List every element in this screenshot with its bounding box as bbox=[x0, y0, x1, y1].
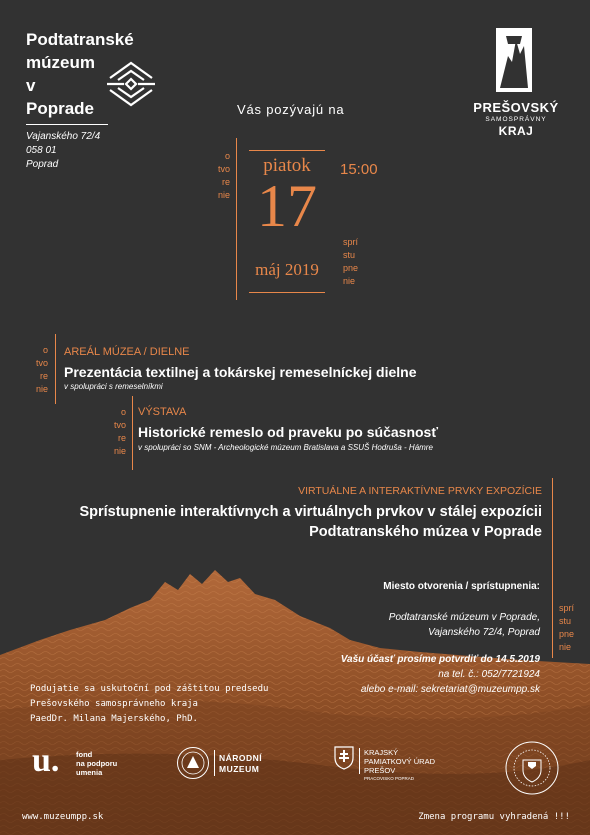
virtual-line bbox=[552, 478, 553, 658]
program-change-note: Zmena programu vyhradená !!! bbox=[418, 812, 570, 822]
event1-line bbox=[55, 334, 56, 404]
syllable: sprí bbox=[559, 603, 575, 613]
virtual-title bbox=[10, 502, 542, 542]
syllable: re bbox=[221, 177, 230, 187]
fond-line: umenia bbox=[76, 768, 103, 777]
syllable: stu bbox=[559, 616, 572, 626]
syllable: nie bbox=[217, 190, 230, 200]
month-year: máj 2019 bbox=[255, 260, 319, 279]
event-time: 15:00 bbox=[340, 161, 378, 178]
museum-name-line: múzeum bbox=[26, 53, 95, 72]
syllable: nie bbox=[35, 384, 48, 394]
syllable: o bbox=[224, 151, 230, 161]
venue-address bbox=[300, 610, 540, 640]
museum-address bbox=[26, 130, 100, 172]
address-divider bbox=[26, 124, 108, 125]
rsvp-email: alebo e-mail: sekretariat@muzeumpp.sk bbox=[360, 684, 540, 695]
event2-category: VÝSTAVA bbox=[138, 406, 187, 418]
virtual-title-line: Sprístupnenie interaktívnych a virtuálnych prvkov v stálej expozícii bbox=[79, 504, 542, 520]
date-bottom-divider bbox=[249, 292, 325, 293]
syllable: tvo bbox=[35, 358, 48, 368]
patronage-line: Prešovského samosprávneho kraja bbox=[30, 699, 198, 709]
syllable: nie bbox=[343, 276, 356, 286]
event2-line bbox=[132, 396, 133, 470]
venue-heading: Miesto otvorenia / sprístupnenia: bbox=[383, 581, 540, 592]
address-line: Vajanského 72/4 bbox=[26, 131, 101, 142]
syllable: sprí bbox=[343, 237, 359, 247]
day-number: 17 bbox=[257, 173, 317, 239]
invite-text: Vás pozývajú na bbox=[237, 102, 345, 117]
syllable: re bbox=[39, 371, 48, 381]
event2-note: v spolupráci so SNM - Archeologické múzeum Bratislava a SSUŠ Hodruša - Hámre bbox=[138, 443, 433, 452]
syllable: nie bbox=[113, 446, 126, 456]
virtual-category: VIRTUÁLNE A INTERAKTÍVNE PRVKY EXPOZÍCIE bbox=[298, 485, 542, 497]
event2-otvorenie bbox=[108, 406, 126, 458]
venue-line: Vajanského 72/4, Poprad bbox=[428, 627, 540, 638]
patronage-line: Podujatie sa uskutoční pod záštitou predsedu bbox=[30, 684, 269, 694]
venue-spristupnenie bbox=[559, 602, 574, 654]
museum-name-line: Poprade bbox=[26, 99, 95, 118]
syllable: re bbox=[117, 433, 126, 443]
region-sub: SAMOSPRÁVNY bbox=[485, 116, 547, 123]
narodni-divider bbox=[214, 750, 215, 776]
website-link[interactable]: www.muzeumpp.sk bbox=[22, 812, 104, 822]
event1-category: AREÁL MÚZEA / DIELNE bbox=[64, 346, 190, 358]
rsvp-block bbox=[280, 652, 540, 697]
venue-line: Podtatranské múzeum v Poprade, bbox=[388, 612, 540, 623]
otvorenie-label bbox=[212, 150, 230, 202]
event1-note: v spolupráci s remeselníkmi bbox=[64, 382, 163, 391]
address-line: 058 01 bbox=[26, 145, 57, 156]
event2-title: Historické remeslo od praveku po súčasnosť bbox=[138, 424, 439, 440]
day-name: piatok bbox=[263, 155, 311, 176]
fond-logo-icon: u. bbox=[32, 742, 60, 779]
museum-name-line: Podtatranské bbox=[26, 30, 134, 49]
museum-logo-icon bbox=[104, 60, 158, 112]
syllable: o bbox=[42, 345, 48, 355]
syllable: tvo bbox=[113, 420, 126, 430]
rsvp-phone: na tel. č.: 052/7721924 bbox=[438, 669, 540, 680]
fond-line: fond bbox=[76, 750, 93, 759]
region-crest-icon bbox=[494, 26, 534, 94]
narodni-muzeum-seal-icon bbox=[176, 746, 210, 780]
fond-name bbox=[76, 750, 117, 777]
event1-otvorenie bbox=[30, 344, 48, 396]
patronage-line: PaedDr. Milana Majerského, PhD. bbox=[30, 714, 198, 724]
syllable: stu bbox=[343, 250, 356, 260]
address-line: Poprad bbox=[26, 159, 59, 170]
krajsky-divider bbox=[359, 748, 360, 774]
syllable: o bbox=[120, 407, 126, 417]
date-vertical-line bbox=[236, 138, 237, 300]
virtual-title-line: Podtatranského múzea v Poprade bbox=[309, 524, 542, 540]
syllable: pne bbox=[343, 263, 359, 273]
krajsky-line: PREŠOV bbox=[364, 766, 396, 775]
syllable: pne bbox=[559, 629, 575, 639]
rsvp-line: Vašu účasť prosíme potvrdiť do 14.5.2019 bbox=[340, 654, 540, 665]
region-kraj: KRAJ bbox=[498, 124, 534, 138]
spristupnenie-label bbox=[343, 236, 358, 288]
krajsky-line: KRAJSKÝ bbox=[364, 748, 399, 757]
syllable: nie bbox=[559, 642, 572, 652]
krajsky-line: PRACOVISKO POPRAD bbox=[364, 776, 415, 781]
event1-title: Prezentácia textilnej a tokárskej remeselníckej dielne bbox=[64, 364, 417, 380]
patronage-text bbox=[30, 682, 268, 727]
krajsky-line: PAMIATKOVÝ ÚRAD bbox=[364, 757, 435, 766]
slovak-coat-of-arms-icon bbox=[334, 746, 354, 770]
syllable: tvo bbox=[217, 164, 230, 174]
museum-name-line: v bbox=[26, 76, 36, 95]
narodni-line: NÁRODNÍ bbox=[219, 753, 263, 763]
date-top-divider bbox=[249, 150, 325, 151]
narodni-name bbox=[219, 753, 262, 775]
poprad-seal-icon bbox=[504, 740, 560, 796]
region-name: PREŠOVSKÝ bbox=[473, 100, 559, 115]
krajsky-name bbox=[364, 748, 435, 782]
narodni-line: MUZEUM bbox=[219, 764, 260, 774]
fond-line: na podporu bbox=[76, 759, 118, 768]
